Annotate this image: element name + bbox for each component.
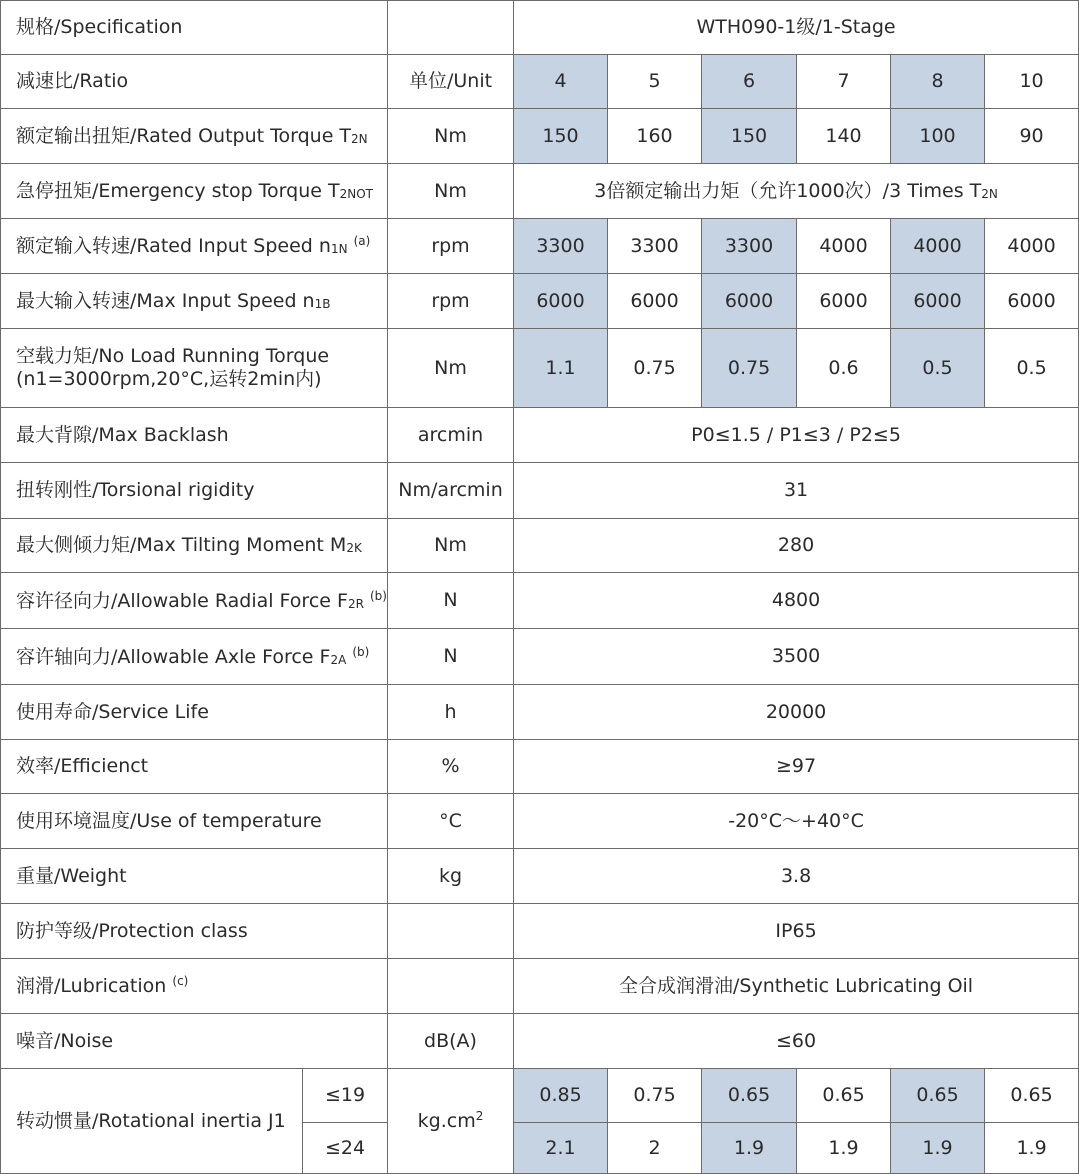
row-specification [1,1,1079,55]
row-emergency-torque [1,164,1079,219]
row-noise [1,1014,1079,1069]
spec-value: WTH090-1级/1-Stage [514,1,1079,55]
emergency-torque-unit: Nm [388,164,514,219]
protection-class-value: IP65 [514,904,1079,959]
inertia-cell: 1.9 [797,1123,891,1174]
max-speed-cell: 6000 [797,274,891,329]
emergency-torque-value: 3倍额定输出力矩（允许1000次）/3 Times $T_{2N}$ [514,164,1079,219]
ratio-cell: 7 [797,55,891,109]
no-load-torque-cell: 0.6 [797,329,891,408]
radial-force-value: 4800 [514,573,1079,629]
backlash-value: P0≤1.5 / P1≤3 / P2≤5 [514,408,1079,463]
no-load-torque-cell: 0.75 [702,329,797,408]
rated-speed-cell: 4000 [797,219,891,274]
ratio-cell: 5 [608,55,702,109]
max-speed-cell: 6000 [608,274,702,329]
service-life-unit: h [388,685,514,740]
row-no-load-torque [1,329,1079,408]
row-efficiency [1,740,1079,794]
ratio-unit: 单位/Unit [388,55,514,109]
max-speed-unit: rpm [388,274,514,329]
radial-force-unit: N [388,573,514,629]
rated-torque-unit: Nm [388,109,514,164]
row-backlash [1,408,1079,463]
weight-value: 3.8 [514,849,1079,904]
rated-torque-cell: 100 [891,109,985,164]
inertia-cell: 0.75 [608,1069,702,1123]
inertia-size: ≤19 [303,1069,388,1123]
rated-torque-label: 额定输出扭矩/Rated Output Torque $T_{2N}$ [1,109,388,164]
inertia-cell: 0.65 [797,1069,891,1123]
weight-unit: kg [388,849,514,904]
inertia-label: 转动惯量/Rotational inertia J1 [1,1069,303,1174]
rated-torque-cell: 140 [797,109,891,164]
row-temperature [1,794,1079,849]
lubrication-value: 全合成润滑油/Synthetic Lubricating Oil [514,959,1079,1014]
radial-force-label: 容许径向力/Allowable Radial Force $F_{2R}$ $^{(b)}$ [1,573,388,629]
ratio-cell: 4 [514,55,608,109]
rated-speed-cell: 4000 [891,219,985,274]
ratio-cell: 10 [985,55,1079,109]
temperature-value: -20°C～+40°C [514,794,1079,849]
no-load-torque-cell: 0.5 [891,329,985,408]
inertia-cell: 2.1 [514,1123,608,1174]
temperature-unit: °C [388,794,514,849]
inertia-cell: 0.85 [514,1069,608,1123]
noise-value: ≤60 [514,1014,1079,1069]
lubrication-label: 润滑/Lubrication $^{(c)}$ [1,959,388,1014]
rated-speed-unit: rpm [388,219,514,274]
tilting-moment-label: 最大侧倾力矩/Max Tilting Moment $M_{2K}$ [1,519,388,573]
ratio-cell: 6 [702,55,797,109]
backlash-label: 最大背隙/Max Backlash [1,408,388,463]
row-max-speed [1,274,1079,329]
inertia-cell: 1.9 [985,1123,1079,1174]
protection-class-label: 防护等级/Protection class [1,904,388,959]
row-rated-torque [1,109,1079,164]
tilting-moment-value: 280 [514,519,1079,573]
inertia-cell: 0.65 [985,1069,1079,1123]
inertia-cell: 2 [608,1123,702,1174]
max-speed-cell: 6000 [702,274,797,329]
inertia-cell: 1.9 [891,1123,985,1174]
ratio-cell: 8 [891,55,985,109]
row-tilting-moment [1,519,1079,573]
inertia-cell: 0.65 [702,1069,797,1123]
max-speed-cell: 6000 [985,274,1079,329]
service-life-value: 20000 [514,685,1079,740]
rated-speed-cell: 3300 [514,219,608,274]
row-rigidity [1,463,1079,519]
rigidity-value: 31 [514,463,1079,519]
row-protection-class [1,904,1079,959]
spec-label: 规格/Specification [1,1,388,55]
efficiency-label: 效率/Efficienct [1,740,388,794]
row-axial-force [1,629,1079,685]
noise-unit: dB(A) [388,1014,514,1069]
service-life-label: 使用寿命/Service Life [1,685,388,740]
efficiency-unit: % [388,740,514,794]
rated-torque-cell: 160 [608,109,702,164]
row-radial-force [1,573,1079,629]
rated-speed-cell: 3300 [702,219,797,274]
rated-speed-cell: 4000 [985,219,1079,274]
no-load-torque-cell: 1.1 [514,329,608,408]
ratio-label: 减速比/Ratio [1,55,388,109]
noise-label: 噪音/Noise [1,1014,388,1069]
no-load-torque-unit: Nm [388,329,514,408]
inertia-size: ≤24 [303,1123,388,1174]
row-lubrication [1,959,1079,1014]
no-load-torque-label: 空载力矩/No Load Running Torque (n1=3000rpm,20°C,运转2min内) [1,329,388,408]
weight-label: 重量/Weight [1,849,388,904]
backlash-unit: arcmin [388,408,514,463]
max-speed-cell: 6000 [891,274,985,329]
tilting-moment-unit: Nm [388,519,514,573]
temperature-label: 使用环境温度/Use of temperature [1,794,388,849]
lubrication-unit [388,959,514,1014]
spec-unit [388,1,514,55]
axial-force-label: 容许轴向力/Allowable Axle Force $F_{2A}$ $^{(b)}$ [1,629,388,685]
no-load-torque-cell: 0.75 [608,329,702,408]
axial-force-value: 3500 [514,629,1079,685]
rated-torque-cell: 150 [702,109,797,164]
row-weight [1,849,1079,904]
rigidity-label: 扭转刚性/Torsional rigidity [1,463,388,519]
row-service-life [1,685,1079,740]
max-speed-label: 最大输入转速/Max Input Speed $n_{1B}$ [1,274,388,329]
inertia-cell: 0.65 [891,1069,985,1123]
rigidity-unit: Nm/arcmin [388,463,514,519]
rated-speed-label: 额定输入转速/Rated Input Speed $n_{1N}$ $^{(a)}$ [1,219,388,274]
max-speed-cell: 6000 [514,274,608,329]
no-load-torque-cell: 0.5 [985,329,1079,408]
row-ratio [1,55,1079,109]
protection-class-unit [388,904,514,959]
inertia-unit: $kg.cm^2$ [388,1069,514,1174]
row-rated-speed [1,219,1079,274]
rated-speed-cell: 3300 [608,219,702,274]
inertia-cell: 1.9 [702,1123,797,1174]
rated-torque-cell: 90 [985,109,1079,164]
rated-torque-cell: 150 [514,109,608,164]
row-inertia-19 [1,1069,1079,1123]
efficiency-value: ≥97 [514,740,1079,794]
emergency-torque-label: 急停扭矩/Emergency stop Torque $T_{2NOT}$ [1,164,388,219]
axial-force-unit: N [388,629,514,685]
